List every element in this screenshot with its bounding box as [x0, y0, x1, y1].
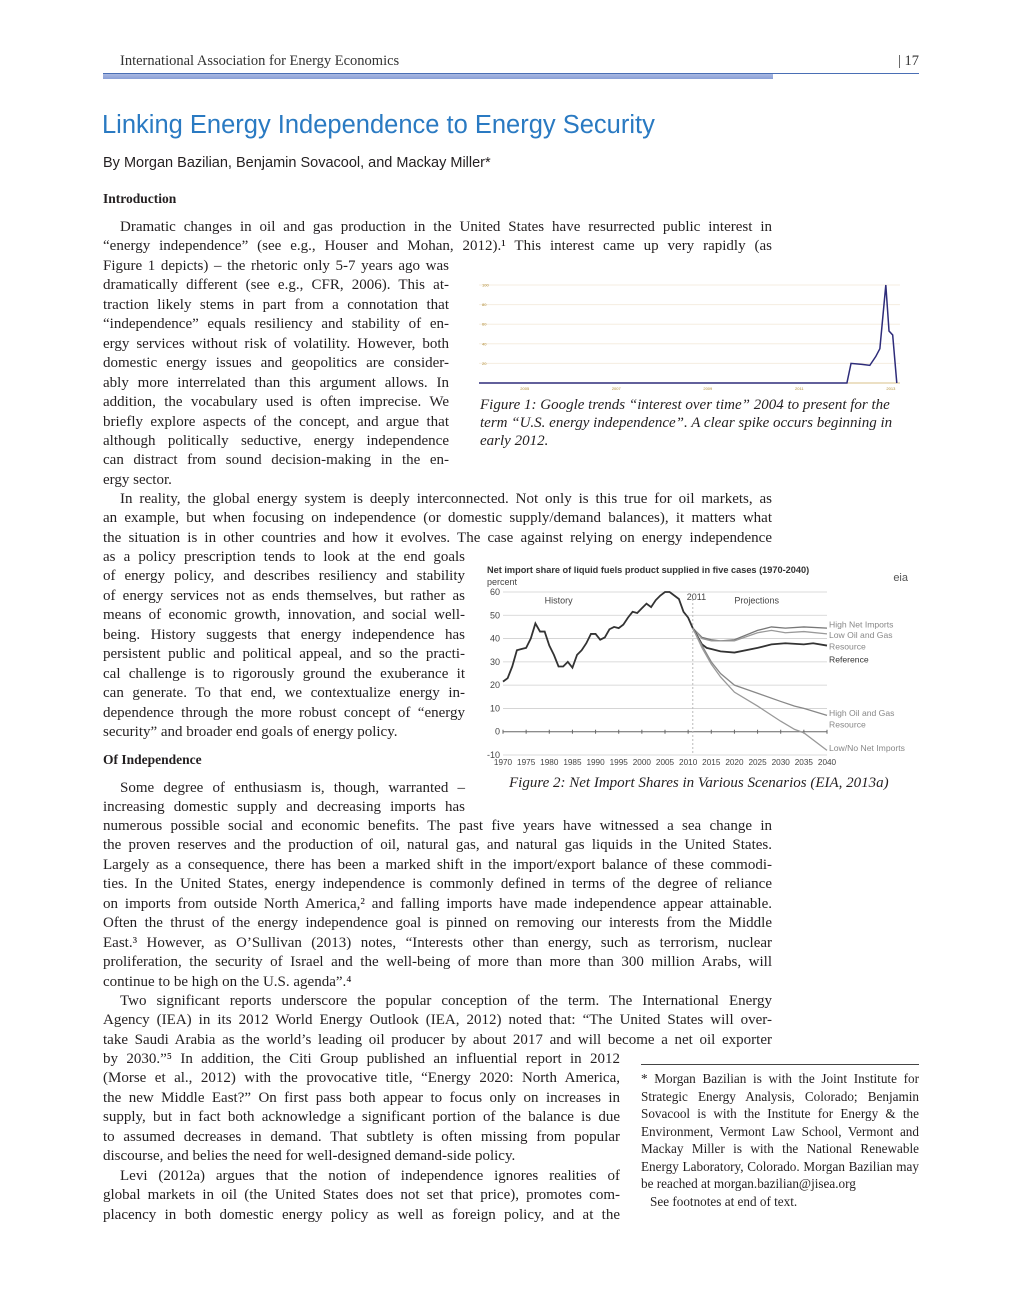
- legend-label: High Net Imports: [829, 619, 894, 630]
- text-line: numerous possible social and economic benefits. The past five years have witnessed a sea change in: [103, 818, 772, 834]
- text-line: the proven reserves and the production of oil, natural gas, and natural gas liquids in the United States.: [103, 837, 772, 854]
- projections-label: Projections: [734, 595, 779, 606]
- text-line: Often the thrust of the energy independence goal is pinned on removing our interests from the Middle: [103, 915, 772, 932]
- paragraph-block: [103, 257, 449, 490]
- legend-label: Resource: [829, 641, 866, 652]
- x-tick-label: 2000: [632, 758, 651, 767]
- text-line: can generate. To that end, we contextualize energy in-: [103, 685, 465, 702]
- text-line: on imports from outside North America,² and falling imports have made independence appear attainable.: [103, 895, 772, 912]
- text-line: global markets in oil (the United States does not set that price), promotes com-: [103, 1187, 620, 1204]
- y-tick-label: 50: [489, 610, 500, 621]
- y-tick-label: 60: [489, 587, 500, 597]
- legend-label: High Oil and Gas: [829, 708, 895, 719]
- y-tick-label: 80: [482, 302, 487, 308]
- chart-title: Net import share of liquid fuels product supplied in five cases (1970-2040): [487, 565, 810, 575]
- article-title: Linking Energy Independence to Energy Security: [102, 111, 655, 139]
- trend-line: [479, 282, 897, 383]
- running-header-journal: International Association for Energy Economics: [120, 53, 400, 69]
- text-line: Levi (2012a) argues that the notion of independence ignores realities of: [120, 1167, 620, 1184]
- author-footnote: [641, 1064, 919, 1210]
- text-line: ties. In the United States, energy independence is commonly defined in terms of the degree of reliance: [103, 876, 772, 893]
- text-line: persistent public and political appeal, and so the practi-: [103, 646, 465, 663]
- legend-label: Reference: [829, 654, 869, 665]
- text-line: Dramatic changes in oil and gas production in the United States have resurrected public interest in: [120, 219, 772, 235]
- text-line: “independence” equals resiliency and stability of en-: [103, 316, 449, 333]
- eia-logo: eia: [893, 572, 908, 584]
- text-line: Some degree of enthusiasm is, though, warranted –: [120, 780, 465, 796]
- text-line: Figure 1 depicts) – the rhetoric only 5-7 years ago was: [103, 258, 449, 274]
- history-label: History: [544, 595, 573, 606]
- x-tick-label: 2015: [702, 758, 721, 767]
- text-line: addition, the vocabulary used is often imprecise. We: [103, 394, 449, 411]
- text-line: briefly explore aspects of the concept, and argue that: [103, 413, 449, 430]
- text-line: cal challenge is to rigorously ground the exuberance it: [103, 665, 465, 682]
- x-tick-label: 2040: [817, 758, 837, 767]
- paragraph-block: [103, 817, 772, 1050]
- x-tick-label: 1975: [517, 758, 536, 767]
- paragraph-block: [103, 1050, 620, 1225]
- x-tick-label: 2010: [679, 758, 698, 767]
- x-tick-label: 2005: [655, 758, 675, 767]
- x-tick-label: 1995: [609, 758, 628, 767]
- paragraph-block: [103, 548, 465, 742]
- text-line: discourse, and belies the need for well-designed demand-side policy.: [103, 1148, 516, 1165]
- text-line: to assumed decreases in demand. That subtlety is often missing from popular: [103, 1128, 620, 1145]
- text-line: East.³ However, as O’Sullivan (2013) notes, “Interests other than energy, such as terrorism, nuclear: [103, 934, 772, 951]
- text-line: In reality, the global energy system is deeply interconnected. Not only is this true for oil markets, as: [120, 491, 772, 507]
- legend-label: Low Oil and Gas: [829, 630, 893, 641]
- x-tick-label: 2007: [611, 386, 621, 391]
- paragraph-block: [103, 490, 772, 548]
- x-tick-label: 2011: [795, 386, 804, 391]
- x-tick-label: 1990: [586, 758, 605, 767]
- paragraph-block: [103, 218, 772, 257]
- header-bar: [103, 74, 773, 79]
- text-line: (Morse et al., 2012) with the provocative title, “Energy 2020: North America,: [103, 1070, 620, 1087]
- y-axis-label: percent: [487, 577, 518, 587]
- text-line: ergy sector.: [103, 471, 172, 488]
- text-line: Agency (IEA) in its 2012 World Energy Outlook (IEA, 2012) noted that: “The United States will over-: [103, 1012, 772, 1029]
- y-tick-label: 40: [482, 341, 487, 347]
- series-line-history: [503, 592, 693, 682]
- y-tick-label: 30: [489, 656, 500, 667]
- text-line: proliferation, the security of Israel and the well-being of more than more than 300 million Arabs, will: [103, 954, 772, 971]
- figure-1-chart: [470, 275, 910, 397]
- text-line: as a policy prescription tends to look at the end goals: [103, 549, 465, 565]
- text-line: means of economic growth, innovation, and social well-: [103, 607, 465, 624]
- text-line: ergy services without risk of volatility. However, both: [103, 335, 449, 352]
- text-line: although politically seductive, energy independence: [103, 432, 449, 449]
- x-tick-label: 2005: [520, 386, 530, 391]
- text-line: dependence through the more robust concept of “energy: [103, 704, 465, 721]
- x-tick-label: 2013: [886, 386, 896, 391]
- text-line: take Saudi Arabia as the world’s leading oil producer by about 2017 and will become a net oil exporter: [103, 1031, 772, 1048]
- figure-1-caption: Figure 1: Google trends “interest over time” 2004 to present for the term “U.S. energy independence”. A clear spike occurs beginning in early 2012.: [480, 397, 893, 449]
- text-line: of energy services not as ends themselves, but rather as: [103, 587, 465, 604]
- section-heading-introduction: Introduction: [103, 191, 177, 206]
- figure-2-chart: [480, 560, 925, 775]
- text-line: Two significant reports underscore the popular conception of the term. The International Energy: [120, 992, 772, 1009]
- y-tick-label: 40: [489, 633, 500, 644]
- footnote-see-text: See footnotes at end of text.: [650, 1193, 798, 1209]
- legend-label: Resource: [829, 719, 866, 730]
- text-line: Largely as a consequence, there has been a marked shift in the import/export balance of these commodi-: [103, 856, 772, 873]
- y-tick-label: 60: [482, 321, 487, 327]
- text-line: of energy policy, and describes resiliency and stability: [103, 568, 465, 585]
- y-tick-label: 100: [482, 282, 489, 288]
- text-line: placency in both domestic energy policy as well as foreign policy, and at the: [103, 1206, 620, 1223]
- text-line: supply, but in fact both acknowledge a significant portion of the balance is due: [103, 1109, 620, 1126]
- text-line: an example, but when focusing on independence (or domestic supply/demand balances), it matters what: [103, 510, 772, 527]
- x-tick-label: 2030: [771, 758, 790, 767]
- text-line: by 2030.”⁵ In addition, the Citi Group published an influential report in 2012: [103, 1051, 620, 1067]
- byline: By Morgan Bazilian, Benjamin Sovacool, and Mackay Miller*: [103, 155, 491, 171]
- legend-label: Low/No Net Imports: [829, 743, 905, 754]
- text-line: dramatically different (see e.g., CFR, 2006). This at-: [103, 277, 449, 294]
- y-tick-label: 20: [489, 680, 500, 691]
- text-line: domestic energy issues and geopolitics are consider-: [103, 355, 449, 372]
- y-tick-label: 10: [489, 703, 500, 714]
- x-tick-label: 2009: [703, 386, 713, 391]
- x-tick-label: 1970: [493, 758, 513, 767]
- paragraph-block: [103, 779, 465, 818]
- text-line: the new Middle East?” On first pass both appear to focus only on increases in: [103, 1089, 620, 1106]
- x-tick-label: 2035: [794, 758, 813, 767]
- divider-label: 2011: [686, 592, 707, 603]
- text-line: “energy independence” (see e.g., Houser and Mohan, 2012).¹ This interest came up very rapidly (as: [103, 238, 772, 255]
- y-tick-label: 20: [482, 360, 487, 366]
- y-tick-label: -10: [486, 750, 500, 760]
- text-line: the situation is in other countries and how it evolves. The case against relying on energy independence: [103, 529, 772, 546]
- text-line: can distract from sound decision-making in the en-: [103, 452, 449, 469]
- y-tick-label: 0: [494, 726, 500, 737]
- figure-2-caption: Figure 2: Net Import Shares in Various Scenarios (EIA, 2013a): [509, 775, 889, 791]
- text-line: continue to be high on the U.S. agenda”.⁴: [103, 973, 352, 990]
- text-line: traction likely stems in part from a connotation that: [103, 296, 449, 313]
- text-line: ably more interrelated than this argument allows. In: [103, 374, 449, 391]
- text-line: increasing domestic supply and decreasing imports has: [103, 799, 465, 816]
- x-tick-label: 2020: [725, 758, 744, 767]
- x-tick-label: 1985: [563, 758, 582, 767]
- text-line: being. History suggests that energy independence has: [103, 626, 465, 643]
- page-number: | 17: [898, 53, 920, 69]
- author-footnote-text: * Morgan Bazilian is with the Joint Institute for Strategic Energy Analysis, Colorado; Benjamin Sovacool is with the Institute for Energy & the Environment, Vermont Law School, Vermont and Mackay Miller is with the National Renewable Energy Laboratory, Colorado. Morgan Bazilian may be reached at morgan.bazilian@jisea.org: [641, 1071, 919, 1191]
- section-heading-independence: Of Independence: [103, 752, 202, 767]
- x-tick-label: 1980: [540, 758, 559, 767]
- text-line: security” and broader end goals of energy policy.: [103, 723, 398, 740]
- x-tick-label: 2025: [748, 758, 767, 767]
